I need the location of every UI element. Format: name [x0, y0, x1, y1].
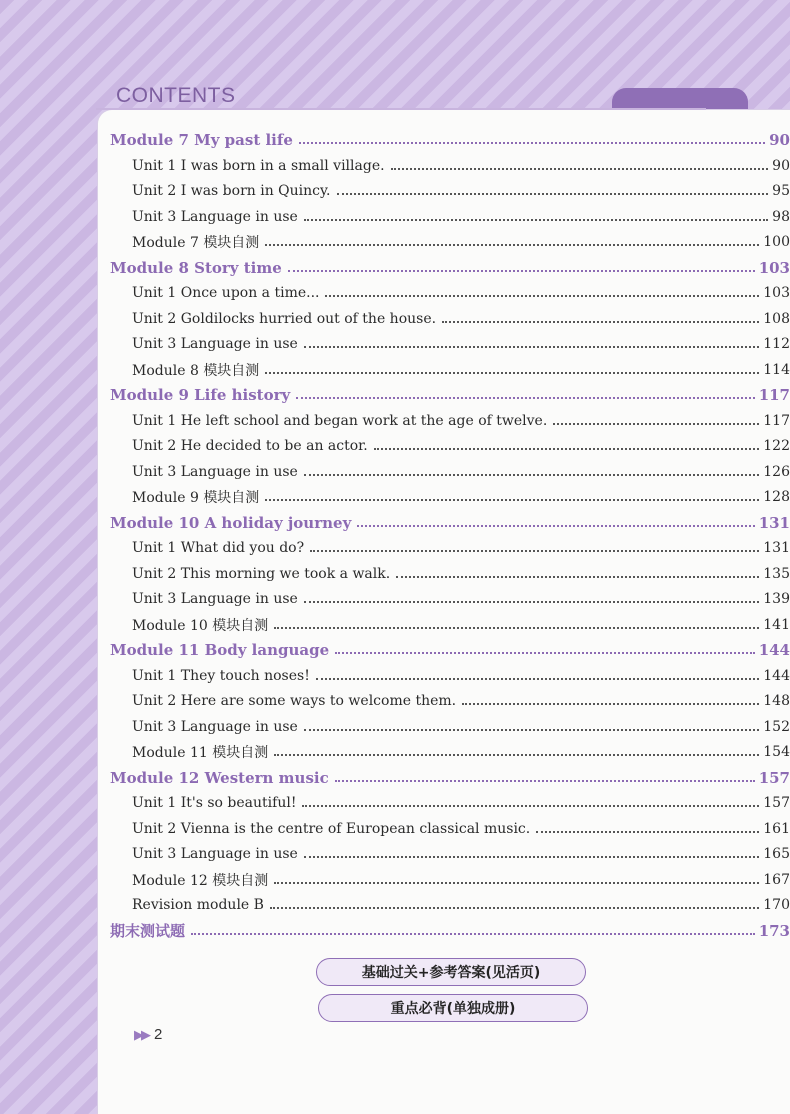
toc-entry-label: Unit 2 He decided to be an actor. — [132, 438, 368, 454]
toc-entry-page: 173 — [758, 921, 790, 940]
double-arrow-icon: ▶▶ — [134, 1027, 148, 1042]
toc-entry-page: 98 — [772, 208, 790, 225]
toc-entry-label: Module 8 模块自测 — [132, 362, 260, 379]
toc-entry-page: 95 — [772, 183, 790, 199]
toc-entry-label: Unit 2 Goldilocks hurried out of the house. — [132, 310, 437, 327]
toc-entry-page: 112 — [763, 336, 790, 352]
toc-entry-page: 154 — [763, 744, 790, 760]
toc-unit-row[interactable] — [132, 715, 790, 739]
toc-entry-page: 131 — [758, 513, 790, 532]
toc-entry-label: Module 9 模块自测 — [132, 490, 260, 506]
dot-leader — [304, 346, 759, 348]
dot-leader — [357, 525, 754, 527]
toc-unit-row[interactable] — [132, 893, 790, 917]
page-title: CONTENTS — [116, 84, 236, 107]
dot-leader — [274, 627, 759, 629]
toc-entry-page: 108 — [763, 310, 790, 327]
dot-leader — [325, 295, 759, 297]
toc-entry-page: 170 — [763, 897, 790, 913]
dot-leader — [304, 474, 759, 476]
toc-entry-page: 148 — [763, 693, 790, 709]
key-points-pill-label: 重点必背(单独成册) — [390, 1001, 516, 1017]
toc-entry-page: 103 — [758, 258, 790, 277]
toc-unit-row[interactable] — [132, 332, 790, 356]
toc-entry-label: Module 10 A holiday journey — [110, 513, 352, 532]
toc-entry-label: Unit 3 Language in use — [132, 846, 298, 862]
toc-entry-page: 157 — [763, 795, 790, 811]
toc-unit-row[interactable] — [132, 154, 790, 178]
toc-entry-page: 141 — [763, 616, 790, 633]
toc-unit-row[interactable] — [132, 613, 790, 637]
toc-entry-page: 144 — [758, 641, 790, 659]
dot-leader — [265, 499, 759, 501]
toc-entry-label: Unit 1 He left school and began work at the age of twelve. — [132, 412, 548, 429]
toc-unit-row[interactable] — [132, 868, 790, 892]
dot-leader — [265, 244, 759, 246]
toc-unit-row[interactable] — [132, 434, 790, 458]
answer-key-pill[interactable] — [316, 958, 586, 986]
toc-entry-page: 165 — [763, 846, 790, 862]
toc-entry-label: Unit 2 Here are some ways to welcome them. — [132, 693, 457, 709]
dot-leader — [335, 652, 755, 654]
toc-entry-page: 135 — [763, 565, 790, 582]
dot-leader — [302, 805, 759, 807]
toc-entry-page: 90 — [769, 131, 790, 149]
toc-entry-label: Module 7 模块自测 — [132, 235, 260, 251]
toc-entry-page: 90 — [772, 157, 790, 174]
toc-entry-page: 128 — [763, 489, 790, 505]
toc-entry-label: Module 9 Life history — [110, 386, 291, 404]
toc-unit-row[interactable] — [132, 205, 790, 229]
dot-leader — [274, 882, 759, 884]
toc-unit-row[interactable] — [132, 689, 790, 713]
toc-unit-row[interactable] — [132, 791, 790, 815]
toc-entry-label: Unit 1 It's so beautiful! — [132, 795, 297, 811]
dot-leader — [299, 142, 765, 144]
dot-leader — [265, 372, 759, 374]
toc-entry-page: 161 — [763, 820, 790, 837]
dot-leader — [462, 703, 759, 705]
answer-key-pill-label: 基础过关+参考答案(见活页) — [361, 965, 541, 981]
dot-leader — [288, 270, 755, 272]
toc-entry-label: Module 12 Western music — [110, 768, 329, 787]
toc-entry-label: Module 11 Body language — [110, 641, 330, 659]
toc-entry-label: Module 12 模块自测 — [132, 872, 269, 889]
toc-unit-row[interactable] — [132, 664, 790, 688]
toc-unit-row[interactable] — [132, 485, 790, 509]
dot-leader — [391, 168, 769, 170]
dot-leader — [304, 856, 759, 858]
dot-leader — [536, 831, 759, 833]
dot-leader — [374, 448, 760, 450]
page-number — [134, 1026, 162, 1043]
dot-leader — [316, 678, 759, 680]
toc-entry-label: Unit 3 Language in use — [132, 336, 298, 352]
decorative-tab — [612, 88, 748, 110]
toc-entry-label: Unit 1 Once upon a time... — [132, 285, 320, 301]
dot-leader — [304, 601, 759, 603]
toc-entry-label: Unit 3 Language in use — [132, 463, 298, 480]
toc-entry-page: 100 — [763, 234, 790, 250]
toc-entry-page: 152 — [763, 718, 790, 735]
toc-module-row[interactable] — [110, 919, 790, 943]
dot-leader — [304, 219, 768, 221]
page-number-value: 2 — [154, 1026, 163, 1043]
toc-unit-row[interactable] — [132, 740, 790, 764]
dot-leader — [396, 576, 759, 578]
toc-module-row[interactable] — [110, 638, 790, 662]
toc-unit-row[interactable] — [132, 409, 790, 433]
dot-leader — [270, 907, 759, 909]
toc-entry-page: 114 — [763, 361, 790, 378]
toc-entry-label: Module 7 My past life — [110, 131, 293, 149]
toc-entry-label: Unit 1 I was born in a small village. — [132, 157, 385, 174]
toc-entry-page: 144 — [763, 667, 790, 684]
dot-leader — [337, 193, 769, 195]
toc-entry-page: 122 — [763, 438, 790, 454]
toc-unit-row[interactable] — [132, 460, 790, 484]
toc-unit-row[interactable] — [132, 562, 790, 586]
toc-entry-label: 期末测试题 — [110, 922, 186, 940]
toc-entry-page: 117 — [758, 386, 790, 404]
toc-entry-label: Unit 2 I was born in Quincy. — [132, 183, 331, 199]
toc-unit-row[interactable] — [132, 179, 790, 203]
toc-module-row[interactable] — [110, 256, 790, 280]
dot-leader — [310, 550, 759, 552]
toc-module-row[interactable] — [110, 128, 790, 152]
dot-leader — [304, 729, 759, 731]
toc-entry-label: Unit 1 What did you do? — [132, 540, 305, 556]
dot-leader — [274, 754, 759, 756]
decorative-left-stripes — [0, 0, 100, 1114]
toc-module-row[interactable] — [110, 511, 790, 535]
title-underline — [96, 108, 706, 110]
toc-entry-label: Revision module B — [132, 897, 264, 913]
toc-unit-row[interactable] — [132, 358, 790, 382]
toc-entry-page: 139 — [763, 591, 790, 607]
dot-leader — [553, 423, 759, 425]
toc-entry-label: Unit 1 They touch noses! — [132, 667, 310, 684]
toc-entry-page: 117 — [763, 412, 790, 429]
toc-entry-label: Module 8 Story time — [110, 258, 282, 277]
toc-entry-label: Module 10 模块自测 — [132, 617, 269, 634]
toc-module-row[interactable] — [110, 766, 790, 790]
toc-entry-page: 126 — [763, 463, 790, 480]
dot-leader — [191, 933, 755, 935]
dot-leader — [335, 780, 755, 782]
toc-entry-label: Unit 3 Language in use — [132, 208, 298, 225]
toc-unit-row[interactable] — [132, 536, 790, 560]
toc-entry-page: 103 — [763, 285, 790, 301]
dot-leader — [296, 397, 754, 399]
toc-entry-page: 157 — [758, 768, 790, 787]
dot-leader — [442, 321, 759, 323]
toc-entry-page: 131 — [763, 540, 790, 556]
toc-entry-label: Module 11 模块自测 — [132, 745, 269, 761]
toc-unit-row[interactable] — [132, 307, 790, 331]
toc-unit-row[interactable] — [132, 587, 790, 611]
toc-entry-label: Unit 2 This morning we took a walk. — [132, 565, 391, 582]
toc-entry-label: Unit 2 Vienna is the centre of European classical music. — [132, 820, 531, 837]
toc-unit-row[interactable] — [132, 281, 790, 305]
toc-entry-label: Unit 3 Language in use — [132, 591, 298, 607]
toc-module-row[interactable] — [110, 383, 790, 407]
toc-unit-row[interactable] — [132, 230, 790, 254]
toc-unit-row[interactable] — [132, 817, 790, 841]
toc-entry-page: 167 — [763, 871, 790, 888]
toc-entry-label: Unit 3 Language in use — [132, 718, 298, 735]
toc-unit-row[interactable] — [132, 842, 790, 866]
key-points-pill[interactable] — [318, 994, 588, 1022]
